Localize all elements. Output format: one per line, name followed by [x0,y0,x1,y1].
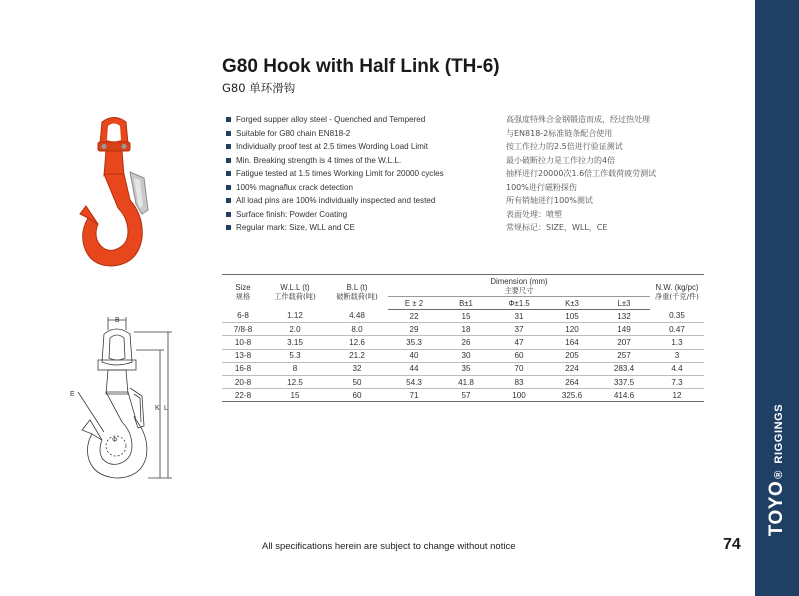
spec-table [222,274,704,402]
table-row [222,310,704,323]
drawing-label-b: B [115,317,120,324]
feature-item-cn: 所有销轴进行100%测试 [506,196,593,205]
table-row [222,323,704,336]
table-row [222,349,704,362]
feature-item: Individually proof test at 2.5 times Wording Load Limit [226,140,496,154]
table-cell: 70 [492,362,546,375]
brand-sub: RIGGINGS [773,403,785,464]
table-cell: 83 [492,375,546,388]
feature-item: 100% magnaflux crack detection [226,181,496,195]
table-cell: 26 [440,336,492,349]
header-bl: B.L (t) 破断载荷(吨) [326,275,388,310]
table-cell: 4.4 [650,362,704,375]
drawing-label-phi: Φ [112,437,118,444]
table-cell: 22 [388,310,440,323]
spec-table-body [222,310,704,402]
table-cell: 3.15 [264,336,326,349]
drawing-label-k: K [155,405,160,412]
table-cell: 12.6 [326,336,388,349]
table-cell: 0.35 [650,310,704,323]
table-cell: 1.3 [650,336,704,349]
brand-name: TOYO [766,480,787,537]
table-row [222,375,704,388]
table-cell: 71 [388,389,440,402]
table-cell: 32 [326,362,388,375]
header-k: K±3 [546,297,598,310]
table-cell: 4.48 [326,310,388,323]
table-cell: 2.0 [264,323,326,336]
feature-item-cn: 最小破断拉力是工作拉力的4倍 [506,155,616,165]
table-cell: 60 [492,349,546,362]
table-cell: 57 [440,389,492,402]
brand-logo [766,404,788,536]
features-list-cn [506,113,656,235]
table-cell: 15 [440,310,492,323]
table-cell: 7/8-8 [222,323,264,336]
feature-item-cn: 常规标记：SIZE，WLL，CE [506,223,608,232]
table-row [222,389,704,402]
table-cell: 10-8 [222,336,264,349]
table-cell: 8 [264,362,326,375]
table-cell: 6-8 [222,310,264,323]
feature-item-cn: 高强度特殊合金钢锻造而成，经过热处理 [506,115,650,124]
features-list-en [226,113,496,235]
table-cell: 164 [546,336,598,349]
table-cell: 60 [326,389,388,402]
table-cell: 414.6 [598,389,650,402]
table-cell: 40 [388,349,440,362]
table-cell: 337.5 [598,375,650,388]
table-cell: 325.6 [546,389,598,402]
header-phi: Φ±1.5 [492,297,546,310]
table-cell: 149 [598,323,650,336]
table-cell: 7.3 [650,375,704,388]
feature-item: Fatigue tested at 1.5 times Working Limit for 20000 cycles [226,167,496,181]
table-cell: 120 [546,323,598,336]
table-row [222,362,704,375]
header-nw: N.W. (kg/pc) 净重(千克/件) [650,275,704,310]
table-row [222,336,704,349]
table-cell: 29 [388,323,440,336]
table-cell: 18 [440,323,492,336]
feature-item-cn: 按工作拉力的2.5倍进行验证测试 [506,142,623,151]
feature-item: Surface finish: Powder Coating [226,208,496,222]
table-cell: 264 [546,375,598,388]
drawing-label-l: L [164,405,168,412]
table-cell: 35.3 [388,336,440,349]
page-number: 74 [723,536,741,553]
table-cell: 100 [492,389,546,402]
table-cell: 22-8 [222,389,264,402]
page-title: G80 Hook with Half Link (TH-6) [222,56,500,77]
feature-item-cn: 100%进行磁粉探伤 [506,182,577,192]
footer-disclaimer: All specifications herein are subject to change without notice [262,541,516,552]
header-l: L±3 [598,297,650,310]
table-cell: 205 [546,349,598,362]
table-cell: 35 [440,362,492,375]
header-wll: W.L.L (t) 工作载荷(吨) [264,275,326,310]
feature-item: Suitable for G80 chain EN818-2 [226,127,496,141]
table-cell: 12 [650,389,704,402]
brand-registered: ® [773,470,785,479]
hook-product-photo [78,114,168,274]
feature-item-cn: 与EN818-2标准链条配合使用 [506,128,613,138]
table-cell: 30 [440,349,492,362]
table-cell: 15 [264,389,326,402]
table-cell: 37 [492,323,546,336]
header-e: E ± 2 [388,297,440,310]
table-cell: 5.3 [264,349,326,362]
table-cell: 12.5 [264,375,326,388]
header-size: Size 规格 [222,275,264,310]
drawing-label-e: E [70,391,75,398]
table-cell: 47 [492,336,546,349]
table-cell: 44 [388,362,440,375]
table-cell: 283.4 [598,362,650,375]
table-cell: 21.2 [326,349,388,362]
table-cell: 8.0 [326,323,388,336]
table-cell: 132 [598,310,650,323]
feature-item: All load pins are 100% individually inspected and tested [226,194,496,208]
table-cell: 257 [598,349,650,362]
table-cell: 54.3 [388,375,440,388]
feature-item: Regular mark: Size, WLL and CE [226,221,496,235]
table-cell: 224 [546,362,598,375]
feature-item-cn: 表面处理：喷塑 [506,209,562,219]
page-subtitle: G80 单环滑钩 [222,81,296,95]
table-cell: 16-8 [222,362,264,375]
table-cell: 20-8 [222,375,264,388]
table-cell: 105 [546,310,598,323]
feature-item: Min. Breaking strength is 4 times of the W.L.L. [226,154,496,168]
table-cell: 0.47 [650,323,704,336]
table-cell: 3 [650,349,704,362]
table-cell: 50 [326,375,388,388]
table-cell: 31 [492,310,546,323]
hook-technical-drawing [64,314,174,482]
header-b: B±1 [440,297,492,310]
feature-item-cn: 抽样进行20000次1.6倍工作载荷疲劳测试 [506,169,657,178]
header-dimension: Dimension (mm) 主要尺寸 [388,275,650,297]
table-cell: 13-8 [222,349,264,362]
table-cell: 41.8 [440,375,492,388]
feature-item: Forged supper alloy steel - Quenched and Tempered [226,113,496,127]
table-cell: 1.12 [264,310,326,323]
table-cell: 207 [598,336,650,349]
